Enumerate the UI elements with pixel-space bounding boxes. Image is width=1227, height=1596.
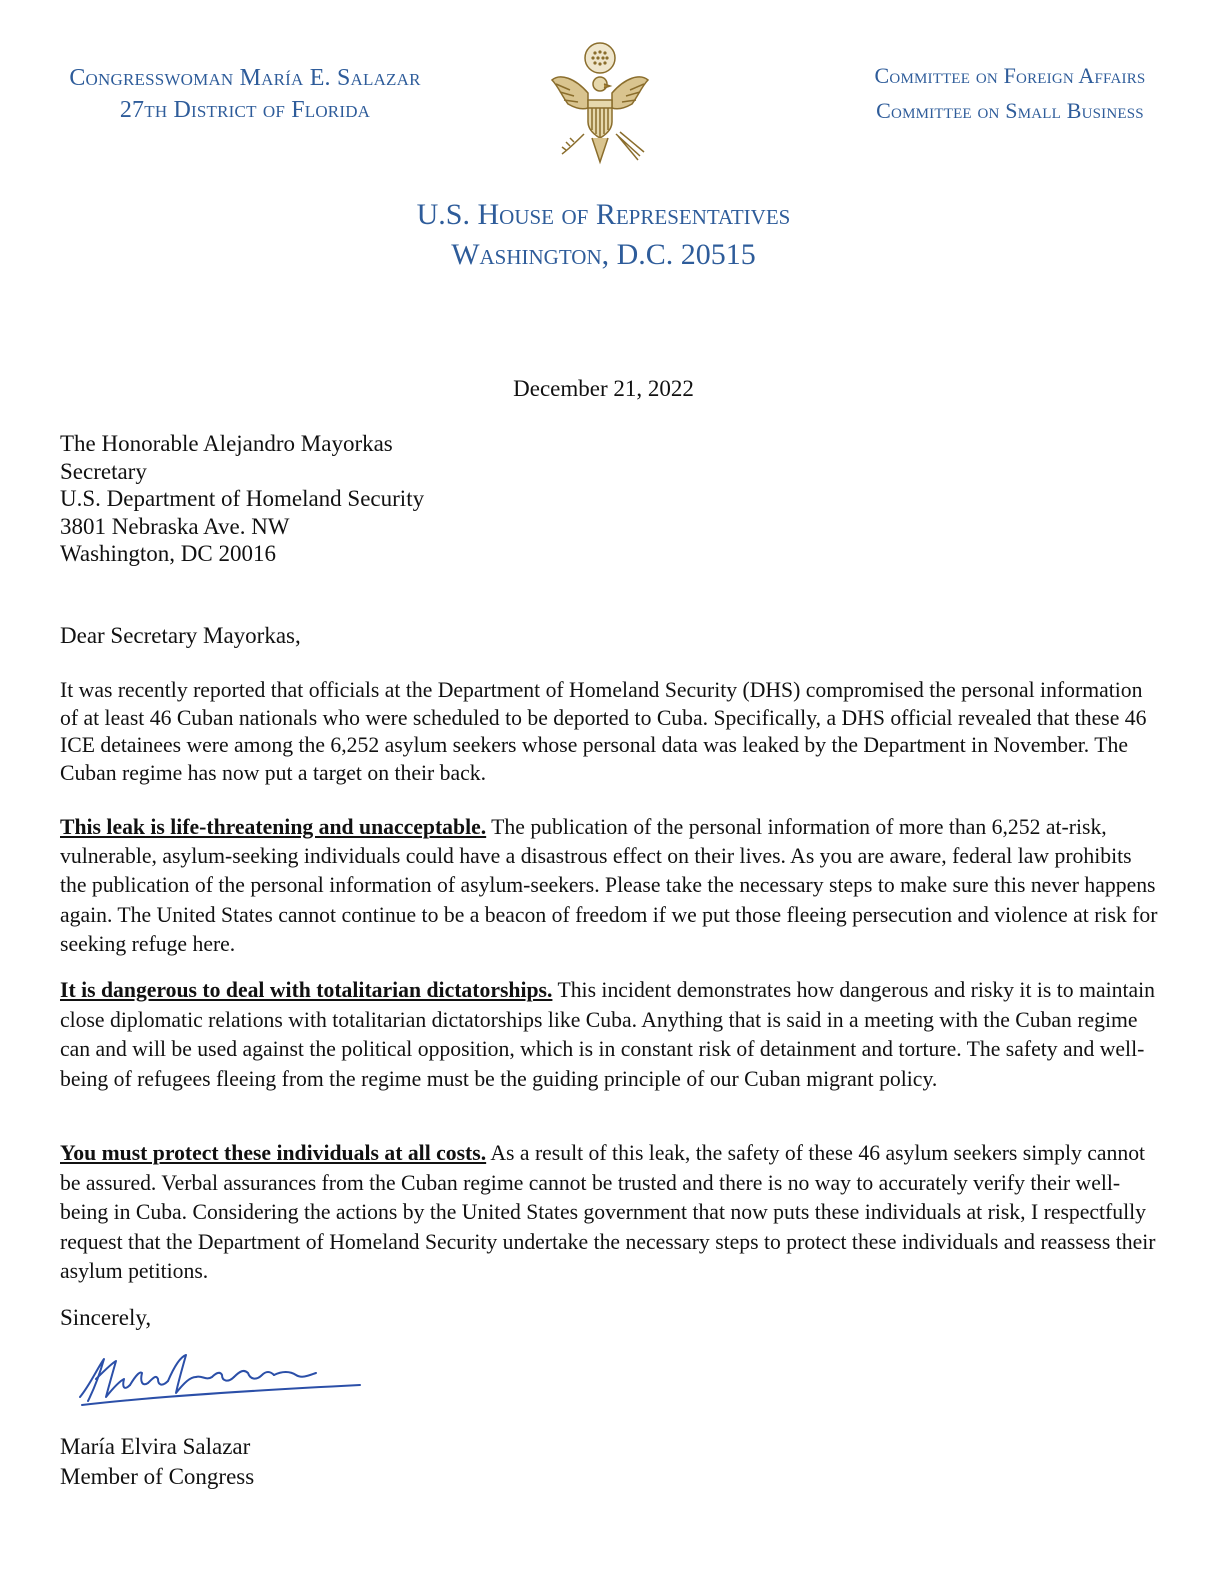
body-paragraph-3 bbox=[60, 976, 1160, 1094]
eagle-seal-icon bbox=[540, 38, 660, 173]
house-name: U.S. House of Representatives bbox=[416, 198, 791, 231]
house-address-block bbox=[300, 195, 907, 275]
letterhead-committees bbox=[840, 58, 1180, 128]
signer-block bbox=[60, 1432, 254, 1492]
recipient-title: Secretary bbox=[60, 458, 147, 484]
paragraph-3-text: This incident demonstrates how dangerous and risky it is to maintain close diplomatic relations with totalitarian dictatorships like Cuba. Anything that is said in a meeting with the Cuban regime can and will be used against the political opposition, which is in constant risk of detainment and torture. The safety and well-being of refugees fleeing from the regime must be the guiding principle of our Cuban migrant policy. bbox=[60, 978, 1155, 1091]
body-paragraph-4 bbox=[60, 1139, 1160, 1287]
recipient-city: Washington, DC 20016 bbox=[60, 541, 277, 566]
letterhead-member-block bbox=[40, 62, 450, 126]
recipient-name: The Honorable Alejandro Mayorkas bbox=[60, 431, 393, 456]
letter-date: December 21, 2022 bbox=[513, 376, 694, 401]
committee-small-business: Committee on Small Business bbox=[876, 98, 1144, 123]
body-paragraph-1 bbox=[60, 677, 1160, 787]
paragraph-4-text: As a result of this leak, the safety of these 46 asylum seekers simply cannot be assured. Verbal assurances from the Cuban regime cannot be trusted and there is no way to accurately verify their well-being in Cuba. Considering the actions by the United States government that now puts these individuals at risk, I respectfully request that the Department of Homeland Security undertake the necessary steps to protect these individuals and reassess their asylum petitions. bbox=[60, 1141, 1156, 1284]
body-paragraph-2 bbox=[60, 813, 1160, 959]
paragraph-4-lead: You must protect these individuals at all costs. bbox=[60, 1141, 487, 1165]
paragraph-2-lead: This leak is life-threatening and unacceptable. bbox=[60, 815, 487, 839]
paragraph-2-text: The publication of the personal information of more than 6,252 at-risk, vulnerable, asylum-seeking individuals could have a disastrous effect on their lives. As you are aware, federal law prohibits the publication of the personal information of asylum-seekers. Please take the necessary steps to make sure this never happens again. The United States cannot continue to be a beacon of freedom if we put those fleeing persecution and violence at risk for seeking refuge here. bbox=[60, 815, 1158, 956]
paragraph-3-lead: It is dangerous to deal with totalitarian dictatorships. bbox=[60, 978, 553, 1002]
recipient-street: 3801 Nebraska Ave. NW bbox=[60, 513, 290, 539]
committee-foreign-affairs: Committee on Foreign Affairs bbox=[874, 63, 1146, 88]
handwritten-signature bbox=[70, 1345, 370, 1420]
member-district: 27th District of Florida bbox=[119, 97, 371, 123]
closing: Sincerely, bbox=[60, 1305, 152, 1330]
salutation: Dear Secretary Mayorkas, bbox=[60, 623, 301, 648]
member-name: Congresswoman María E. Salazar bbox=[69, 65, 421, 91]
signer-name: María Elvira Salazar bbox=[60, 1434, 251, 1459]
recipient-department: U.S. Department of Homeland Security bbox=[60, 486, 425, 511]
paragraph-1-text: It was recently reported that officials at the Department of Homeland Security (DHS) compromised the personal information of at least 46 Cuban nationals who were scheduled to be deported to Cuba. Specifically, a DHS official revealed that these 46 ICE detainees were among the 6,252 asylum seekers whose personal data was leaked by the Department in November. The Cuban regime has now put a target on their back. bbox=[60, 678, 1147, 785]
signer-title: Member of Congress bbox=[60, 1464, 255, 1489]
recipient-address bbox=[60, 430, 424, 568]
house-city: Washington, D.C. 20515 bbox=[451, 238, 756, 271]
